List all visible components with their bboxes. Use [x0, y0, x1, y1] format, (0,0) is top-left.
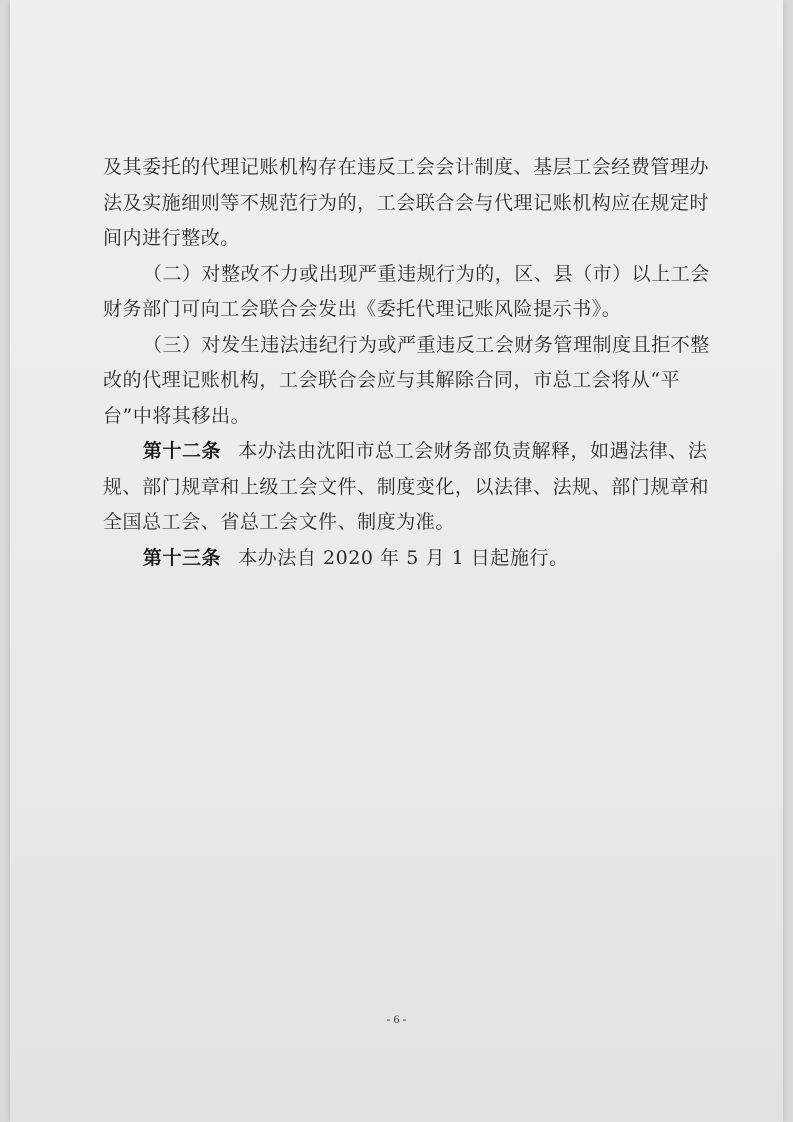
document-body [103, 150, 713, 576]
article-label: 第十三条 [142, 546, 222, 569]
paragraph-text: （二）对整改不力或出现严重违规行为的，区、县（市）以上工会财务部门可向工会联合会发出《委托代理记账风险提示书》。 [103, 262, 710, 320]
paragraph-item-three [103, 328, 713, 435]
paragraph-text: （三）对发生违法违纪行为或严重违反工会财务管理制度且拒不整改的代理记账机构，工会联合会应与其解除合同，市总工会将从“平台”中将其移出。 [103, 333, 710, 427]
article-thirteen [103, 541, 713, 577]
article-text: 本办法自 2020 年 5 月 1 日起施行。 [238, 546, 569, 569]
paragraph-continuation [103, 150, 713, 257]
page-number: - 6 - [386, 1012, 407, 1026]
article-label: 第十二条 [142, 440, 222, 462]
article-twelve [103, 434, 713, 541]
paragraph-item-two [103, 257, 713, 328]
document-page [10, 0, 783, 1122]
article-text: 本办法由沈阳市总工会财务部负责解释，如遇法律、法规、部门规章和上级工会文件、制度变化，以法律、法规、部门规章和全国总工会、省总工会文件、制度为准。 [103, 440, 710, 533]
paragraph-text: 及其委托的代理记账机构存在违反工会会计制度、基层工会经费管理办法及实施细则等不规范行为的，工会联合会与代理记账机构应在规定时间内进行整改。 [103, 156, 710, 249]
